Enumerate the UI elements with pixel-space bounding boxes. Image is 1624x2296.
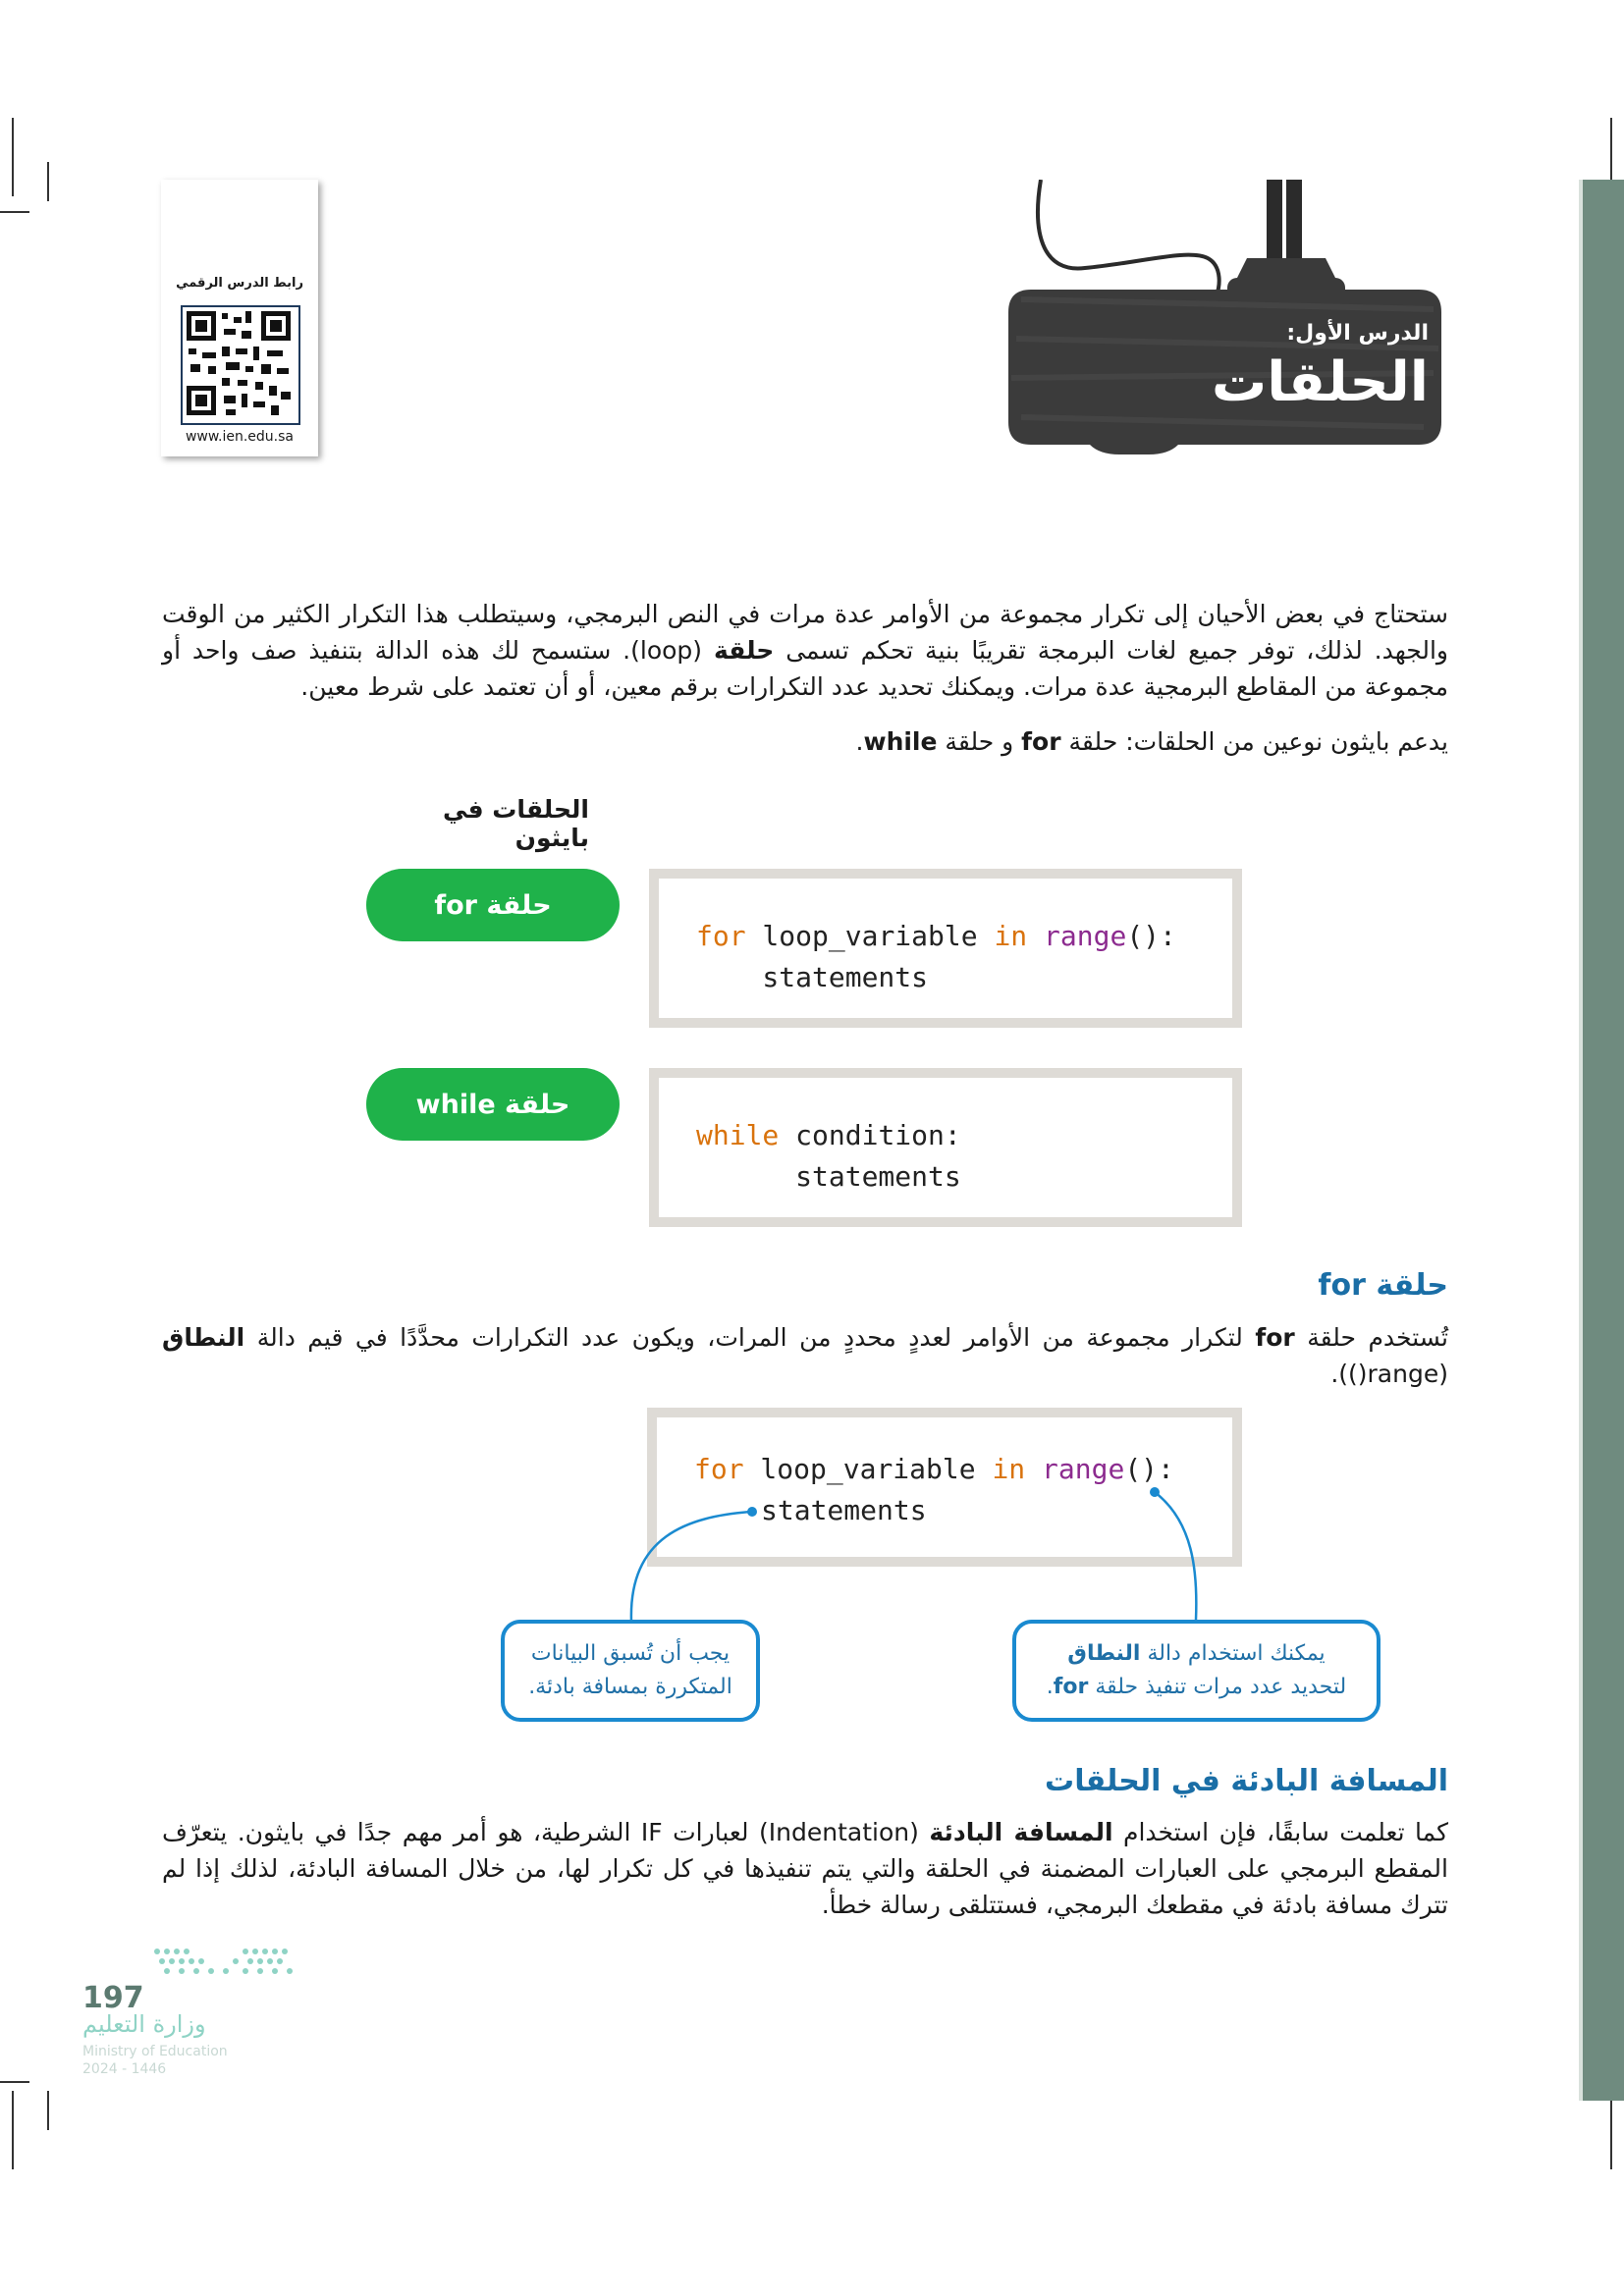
for-text-cont: لتكرار مجموعة من الأوامر لعددٍ محددٍ من المرات، ويكون عدد التكرارات محدَّدًا في قيم دالة — [244, 1323, 1256, 1352]
diagram-title: الحلقات في بايثون — [442, 795, 589, 852]
callout-range-line1 — [1016, 1637, 1377, 1671]
lesson-title: الحلقات — [1211, 350, 1429, 414]
callout-range-text2: لتحديد عدد مرات تنفيذ حلقة — [1088, 1675, 1347, 1699]
for-section-heading: حلقة for — [1318, 1268, 1448, 1303]
callout-range-text: يمكنك استخدام دالة — [1140, 1641, 1326, 1666]
indent-section-text — [162, 1814, 1448, 1923]
callout-indent-line2: المتكررة بمسافة بادئة. — [528, 1675, 732, 1699]
code-condition: condition: — [779, 1119, 961, 1151]
callout-indentation — [501, 1620, 760, 1722]
intro-text: ستحتاج في بعض الأحيان إلى تكرار مجموعة من الأوامر عدة مرات في النص البرمجي، وسيتطلب هذا التكرار الكثير من الوقت والجهد. لذلك، توفر جميع لغات البرمجة تقريبًا بنية تحكم تسمى — [162, 600, 1449, 665]
code-statements: statements — [761, 1494, 927, 1526]
for-text-keyword: for — [1255, 1323, 1295, 1352]
loop-types-while: while — [863, 727, 938, 756]
code-statements: statements — [696, 1160, 961, 1193]
callout-range-line2 — [1016, 1671, 1377, 1704]
ministry-logo-dots — [147, 1944, 295, 1983]
code-keyword: for — [696, 920, 746, 952]
page-number: 197 — [82, 1981, 144, 2015]
loop-types-end: . — [855, 727, 864, 756]
for-text-range-bold: النطاق — [162, 1323, 245, 1352]
loop-types-for: for — [1021, 727, 1061, 756]
indent-section-heading: المسافة البادئة في الحلقات — [1045, 1764, 1448, 1798]
code-statements: statements — [696, 961, 929, 993]
for-text-end: (range()). — [1330, 1360, 1448, 1388]
code-keyword: for — [694, 1453, 744, 1485]
qr-url-link[interactable]: www.ien.edu.sa — [185, 429, 295, 445]
callout-indent-line1: يجب أن تُسبق البيانات — [530, 1641, 731, 1666]
code-keyword: in — [992, 1453, 1026, 1485]
callout-range-dot: . — [1046, 1675, 1054, 1699]
for-text: تُستخدم حلقة — [1294, 1323, 1448, 1352]
callout-range — [1012, 1620, 1380, 1722]
code-keyword: in — [994, 920, 1028, 952]
callout-range-for: for — [1053, 1675, 1089, 1699]
loop-types-text: يدعم بايثون نوعين من الحلقات: حلقة — [1060, 727, 1448, 756]
qr-label: رابط الدرس الرقمي — [176, 276, 303, 291]
indent-text-cont: (Indentation) لعبارات IF الشرطية، هو أمر مهم جدًا في بايثون. يتعرّف المقطع البرمجي على العبارات المضمنة في الحلقة والتي يتم تنفيذها في كل تكرار لها، من خلال المسافة البادئة، لذلك إذا لم تترك مسافة بادئة في مقطعك البرمجي، فستتلقى رسالة خطأ. — [162, 1818, 1448, 1919]
ministry-name-en: Ministry of Education — [82, 2044, 228, 2059]
lesson-subtitle: الدرس الأول: — [1286, 321, 1429, 346]
callout-range-bold: النطاق — [1067, 1641, 1141, 1666]
code-function: range — [1044, 920, 1127, 952]
intro-bold-loop: حلقة — [713, 636, 775, 665]
for-loop-pill: حلقة for — [366, 869, 620, 941]
indent-text-bold: المسافة البادئة — [929, 1818, 1113, 1846]
code-function: range — [1042, 1453, 1125, 1485]
while-loop-pill: حلقة while — [366, 1068, 620, 1141]
ministry-name-ar: وزارة التعليم — [82, 2010, 206, 2038]
code-var: loop_variable — [743, 1453, 993, 1485]
code-keyword: while — [696, 1119, 780, 1151]
code-parens: (): — [1124, 1453, 1174, 1485]
loop-types-and: و حلقة — [937, 727, 1022, 756]
intro-text-cont: (loop). ستسمح لك هذه الدالة بتنفيذ صف واحد أو مجموعة من المقاطع البرمجية عدة مرات. ويمكنك تحديد عدد التكرارات برقم معين، أو أن تعتمد على شرط معين. — [162, 636, 1448, 701]
code-parens: (): — [1126, 920, 1176, 952]
code-var: loop_variable — [745, 920, 995, 952]
academic-year: 2024 - 1446 — [82, 2061, 167, 2077]
indent-text: كما تعلمت سابقًا، فإن استخدام — [1112, 1818, 1449, 1846]
